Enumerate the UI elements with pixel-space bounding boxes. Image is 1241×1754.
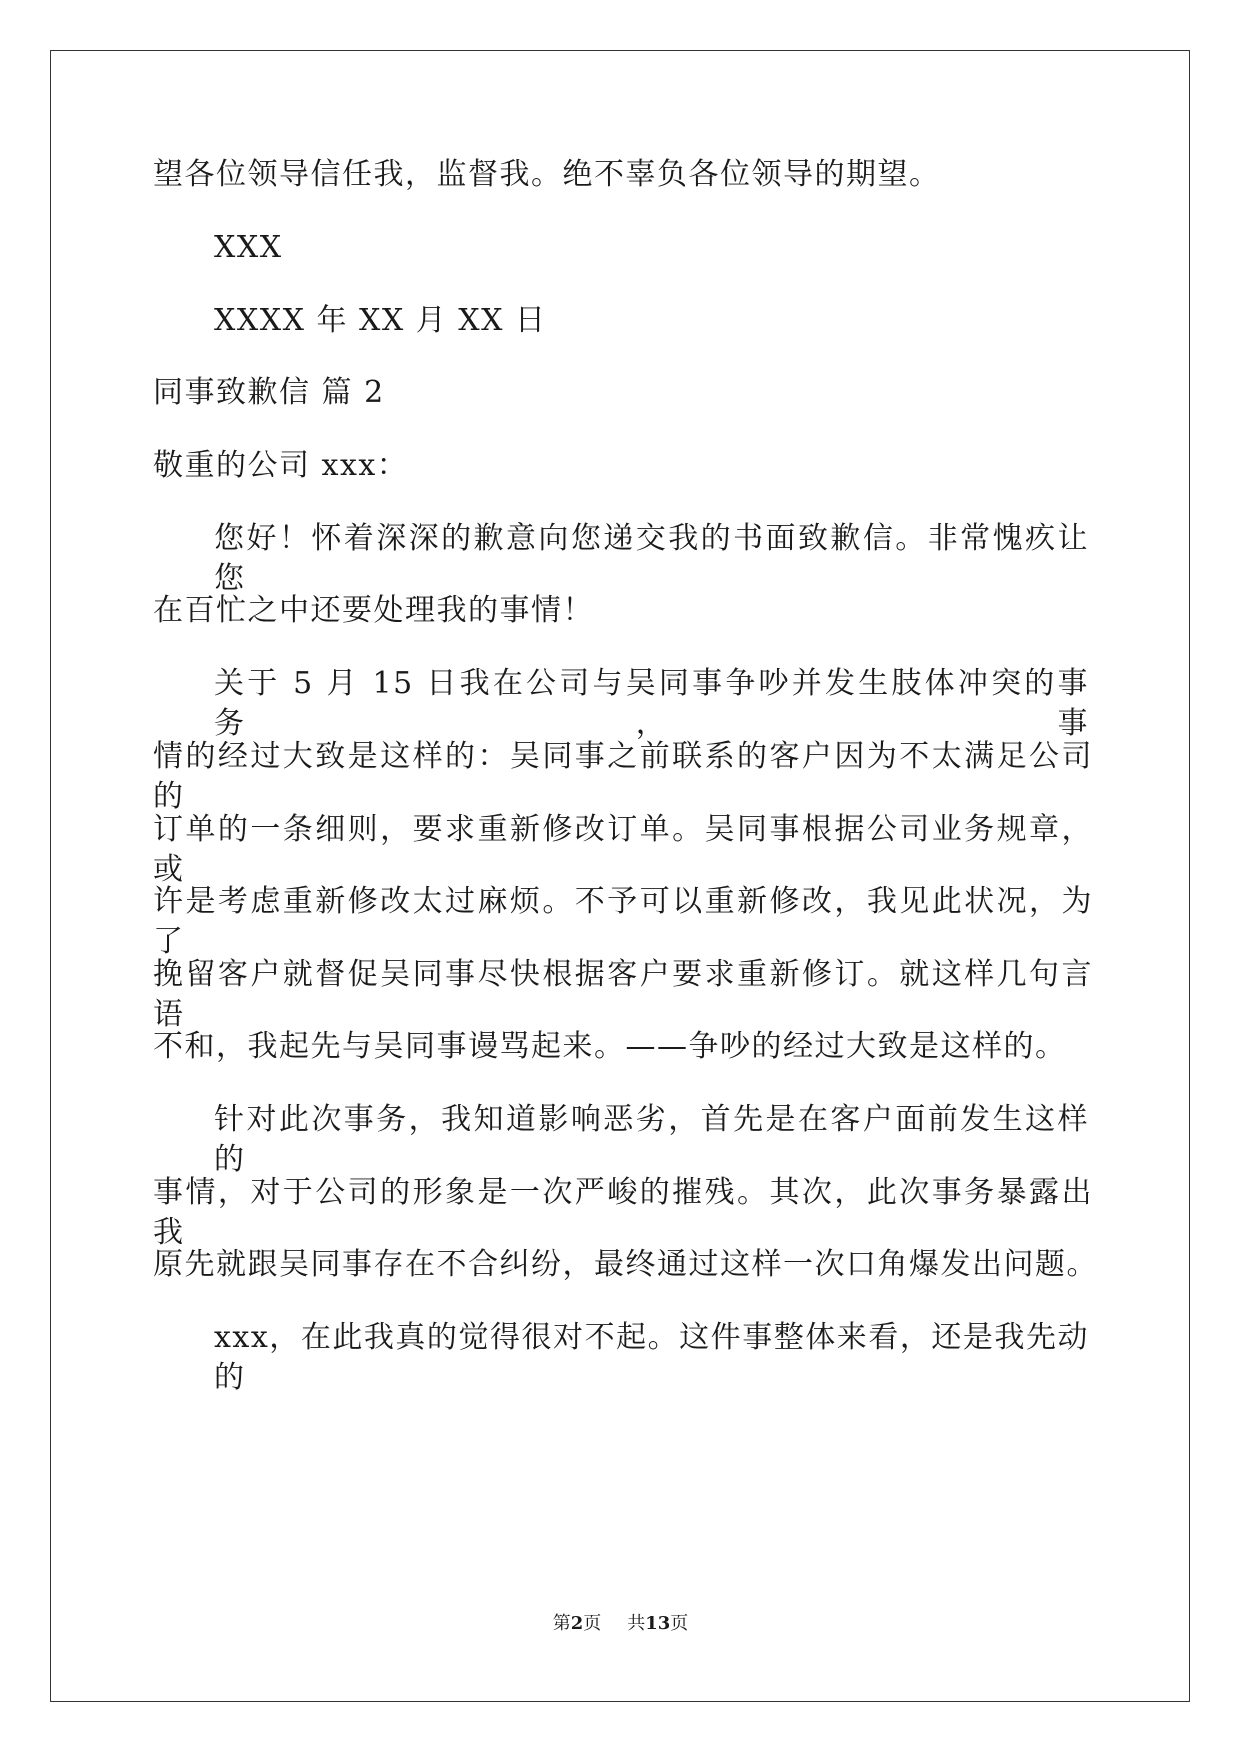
signature-name: XXX (214, 230, 283, 265)
paragraph-line: 不和，我起先与吴同事谩骂起来。——争吵的经过大致是这样的。 (153, 1029, 1067, 1064)
paragraph-line: xxx，在此我真的觉得很对不起。这件事整体来看，还是我先动的 (214, 1320, 1089, 1395)
current-page-number: 2 (570, 1613, 584, 1634)
page-prefix: 第 (552, 1613, 571, 1634)
total-prefix: 共 (627, 1613, 646, 1634)
signature-date: XXXX 年 XX 月 XX 日 (214, 303, 547, 338)
paragraph-line: 针对此次事务，我知道影响恶劣，首先是在客户面前发生这样的 (214, 1102, 1089, 1177)
paragraph-line: 许是考虑重新修改太过麻烦。不予可以重新修改，我见此状况，为了 (153, 884, 1093, 959)
paragraph-line: 您好！怀着深深的歉意向您递交我的书面致歉信。非常愧疚让您 (214, 521, 1089, 596)
body-line-1: 望各位领导信任我，监督我。绝不辜负各位领导的期望。 (153, 157, 941, 192)
paragraph-line: 订单的一条细则，要求重新修改订单。吴同事根据公司业务规章，或 (153, 812, 1093, 887)
paragraph-line: 情的经过大致是这样的：吴同事之前联系的客户因为不太满足公司的 (153, 739, 1093, 814)
paragraph-line: 关于 5 月 15 日我在公司与吴同事争吵并发生肢体冲突的事务，事 (214, 666, 1089, 741)
page-suffix: 页 (583, 1613, 602, 1634)
paragraph-line: 事情，对于公司的形象是一次严峻的摧残。其次，此次事务暴露出我 (153, 1175, 1093, 1250)
paragraph-line: 在百忙之中还要处理我的事情！ (153, 593, 594, 628)
salutation: 敬重的公司 xxx： (153, 448, 409, 483)
total-suffix: 页 (670, 1613, 689, 1634)
section-heading: 同事致歉信 篇 2 (153, 375, 385, 410)
paragraph-line: 挽留客户就督促吴同事尽快根据客户要求重新修订。就这样几句言语 (153, 957, 1093, 1032)
page-footer (0, 1612, 1241, 1636)
total-pages-number: 13 (645, 1613, 671, 1634)
paragraph-line: 原先就跟吴同事存在不合纠纷，最终通过这样一次口角爆发出问题。 (153, 1247, 1098, 1282)
